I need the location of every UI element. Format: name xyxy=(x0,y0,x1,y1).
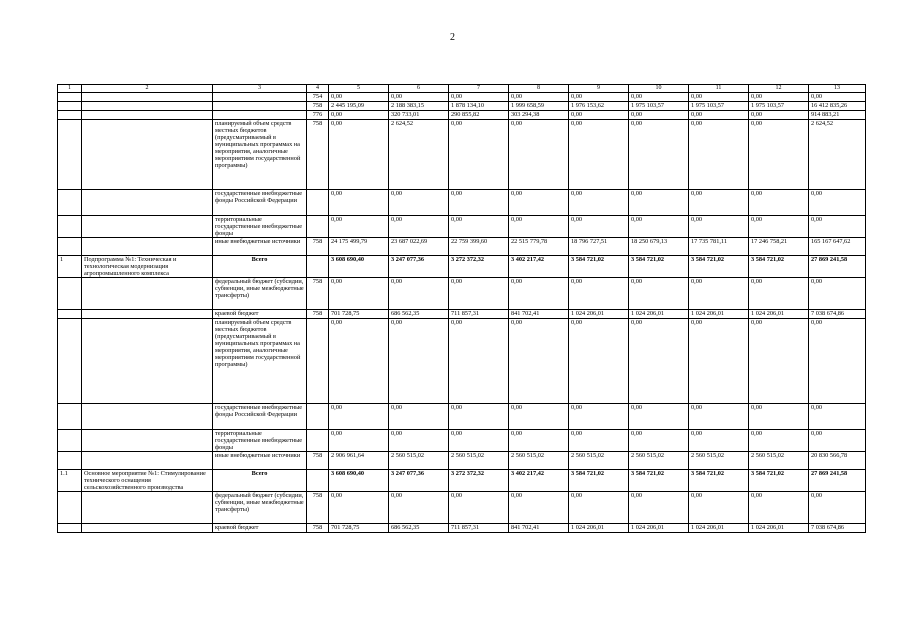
table-cell: 1 024 206,01 xyxy=(689,524,749,533)
table-cell: 758 xyxy=(307,119,329,189)
table-cell: 0,00 xyxy=(749,278,809,310)
table-cell xyxy=(58,404,82,430)
table-cell: 2 624,52 xyxy=(389,119,449,189)
table-cell: федеральный бюджет (субсидии, субвенции, иные межбюджетные трансферты) xyxy=(213,278,307,310)
table-cell: 758 xyxy=(307,237,329,255)
table-cell: 0,00 xyxy=(569,278,629,310)
table-cell xyxy=(82,237,213,255)
table-cell: 0,00 xyxy=(509,92,569,101)
budget-table xyxy=(57,84,866,533)
column-header: 1 xyxy=(58,85,82,93)
table-cell: 18 796 727,51 xyxy=(569,237,629,255)
table-cell: 0,00 xyxy=(449,404,509,430)
table-cell: 0,00 xyxy=(449,119,509,189)
table-cell: 758 xyxy=(307,452,329,470)
table-cell: 0,00 xyxy=(329,189,389,215)
table-row xyxy=(58,101,866,110)
table-cell: 0,00 xyxy=(749,215,809,237)
table-cell: 0,00 xyxy=(509,119,569,189)
table-cell: 165 167 647,62 xyxy=(809,237,866,255)
table-cell: 0,00 xyxy=(749,189,809,215)
table-cell: 2 560 515,02 xyxy=(449,452,509,470)
table-cell: 0,00 xyxy=(569,404,629,430)
table-cell: 0,00 xyxy=(689,319,749,404)
table-row xyxy=(58,92,866,101)
table-cell: 0,00 xyxy=(629,110,689,119)
table-cell: 0,00 xyxy=(809,215,866,237)
table-row xyxy=(58,110,866,119)
table-cell: 0,00 xyxy=(509,492,569,524)
table-cell: иные внебюджетные источники xyxy=(213,237,307,255)
table-cell xyxy=(58,310,82,319)
table-cell: 0,00 xyxy=(569,189,629,215)
table-cell xyxy=(307,255,329,277)
table-cell: 2 624,52 xyxy=(809,119,866,189)
table-cell: 0,00 xyxy=(809,404,866,430)
table-row xyxy=(58,430,866,452)
table-row xyxy=(58,492,866,524)
table-cell: 0,00 xyxy=(329,492,389,524)
table-cell: 3 247 077,36 xyxy=(389,470,449,492)
table-cell: 0,00 xyxy=(389,215,449,237)
table-cell: 303 294,38 xyxy=(509,110,569,119)
table-cell: 2 560 515,02 xyxy=(509,452,569,470)
table-cell xyxy=(58,430,82,452)
table-cell xyxy=(82,189,213,215)
table-cell: 0,00 xyxy=(689,492,749,524)
table-cell: 0,00 xyxy=(689,404,749,430)
table-cell: 0,00 xyxy=(809,430,866,452)
table-cell: 3 402 217,42 xyxy=(509,470,569,492)
table-cell: 758 xyxy=(307,492,329,524)
table-cell xyxy=(58,278,82,310)
table-cell: 758 xyxy=(307,310,329,319)
table-cell: иные внебюджетные источники xyxy=(213,452,307,470)
table-cell: 0,00 xyxy=(449,319,509,404)
table-cell: 0,00 xyxy=(389,278,449,310)
table-row xyxy=(58,524,866,533)
table-cell xyxy=(213,101,307,110)
table-cell: 0,00 xyxy=(569,92,629,101)
column-header: 13 xyxy=(809,85,866,93)
table-cell: 0,00 xyxy=(569,119,629,189)
table-cell: 27 869 241,58 xyxy=(809,255,866,277)
column-header: 11 xyxy=(689,85,749,93)
table-cell: 0,00 xyxy=(629,215,689,237)
column-header: 9 xyxy=(569,85,629,93)
table-cell: 841 702,41 xyxy=(509,310,569,319)
table-cell: государственные внебюджетные фонды Российской Федерации xyxy=(213,189,307,215)
header-row xyxy=(58,85,866,93)
table-cell: 2 188 383,15 xyxy=(389,101,449,110)
table-cell: 0,00 xyxy=(629,278,689,310)
table-cell: 0,00 xyxy=(449,92,509,101)
table-cell: 22 515 779,78 xyxy=(509,237,569,255)
table-cell: 3 584 721,02 xyxy=(629,470,689,492)
table-cell: 0,00 xyxy=(509,404,569,430)
table-cell: 3 272 372,32 xyxy=(449,470,509,492)
table-cell: 3 402 217,42 xyxy=(509,255,569,277)
table-cell: 7 038 674,86 xyxy=(809,524,866,533)
table-cell xyxy=(82,310,213,319)
table-cell: 2 560 515,02 xyxy=(629,452,689,470)
table-cell xyxy=(82,452,213,470)
column-header: 10 xyxy=(629,85,689,93)
table-cell: 20 830 566,78 xyxy=(809,452,866,470)
table-cell xyxy=(58,492,82,524)
table-cell: 1 024 206,01 xyxy=(629,524,689,533)
table-cell: 0,00 xyxy=(809,278,866,310)
table-cell xyxy=(307,215,329,237)
table-cell: 0,00 xyxy=(389,430,449,452)
table-cell xyxy=(58,237,82,255)
table-cell: 0,00 xyxy=(329,110,389,119)
table-cell: 758 xyxy=(307,524,329,533)
table-cell: 0,00 xyxy=(389,492,449,524)
table-cell: 0,00 xyxy=(809,319,866,404)
table-cell: 16 412 835,26 xyxy=(809,101,866,110)
table-cell xyxy=(82,524,213,533)
table-cell: федеральный бюджет (субсидии, субвенции, иные межбюджетные трансферты) xyxy=(213,492,307,524)
table-cell xyxy=(58,189,82,215)
table-cell xyxy=(307,404,329,430)
table-cell: 0,00 xyxy=(329,215,389,237)
table-cell: 0,00 xyxy=(509,319,569,404)
table-cell: 1 024 206,01 xyxy=(689,310,749,319)
table-cell xyxy=(82,92,213,101)
table-cell: 754 xyxy=(307,92,329,101)
table-cell xyxy=(58,101,82,110)
table-cell: 2 445 195,09 xyxy=(329,101,389,110)
table-cell: 914 883,21 xyxy=(809,110,866,119)
table-cell: 0,00 xyxy=(749,404,809,430)
table-row xyxy=(58,404,866,430)
table-cell: 0,00 xyxy=(329,119,389,189)
table-cell: 711 857,31 xyxy=(449,310,509,319)
table-cell: 0,00 xyxy=(749,319,809,404)
table-cell: 320 733,01 xyxy=(389,110,449,119)
table-cell: 0,00 xyxy=(329,278,389,310)
table-cell: 2 560 515,02 xyxy=(749,452,809,470)
table-cell: 0,00 xyxy=(749,430,809,452)
table-cell: 0,00 xyxy=(329,92,389,101)
table-cell: Подпрограмма №1: Техническая и технологическая модернизация агропромышленного комплекса xyxy=(82,255,213,277)
table-cell: Основное мероприятие №1: Стимулирование технического оснащения сельскохозяйственного производства xyxy=(82,470,213,492)
table-cell: 1 999 658,59 xyxy=(509,101,569,110)
table-cell: 0,00 xyxy=(449,215,509,237)
table-cell xyxy=(82,492,213,524)
table-cell: 0,00 xyxy=(689,92,749,101)
table-cell: 3 584 721,02 xyxy=(689,470,749,492)
column-header: 7 xyxy=(449,85,509,93)
table-cell: 1 024 206,01 xyxy=(569,524,629,533)
table-cell: 0,00 xyxy=(389,189,449,215)
column-header: 8 xyxy=(509,85,569,93)
table-cell: 701 728,75 xyxy=(329,524,389,533)
table-cell: 0,00 xyxy=(509,278,569,310)
table-cell: 17 246 758,21 xyxy=(749,237,809,255)
table-cell: 0,00 xyxy=(629,430,689,452)
table-cell xyxy=(58,524,82,533)
table-cell xyxy=(82,215,213,237)
table-cell: 0,00 xyxy=(629,119,689,189)
table-cell: 701 728,75 xyxy=(329,310,389,319)
table-cell: 841 702,41 xyxy=(509,524,569,533)
table-cell: 1 024 206,01 xyxy=(749,310,809,319)
table-cell: 1 976 153,62 xyxy=(569,101,629,110)
table-cell: 0,00 xyxy=(689,430,749,452)
table-cell xyxy=(82,110,213,119)
table-cell xyxy=(58,110,82,119)
column-header: 2 xyxy=(82,85,213,93)
table-cell: 1 024 206,01 xyxy=(749,524,809,533)
table-cell: 3 584 721,02 xyxy=(629,255,689,277)
column-header: 6 xyxy=(389,85,449,93)
table-cell: 0,00 xyxy=(689,189,749,215)
table-cell: 0,00 xyxy=(629,189,689,215)
table-cell: 7 038 674,86 xyxy=(809,310,866,319)
table-cell: 0,00 xyxy=(389,319,449,404)
table-cell: 0,00 xyxy=(509,189,569,215)
table-cell xyxy=(307,430,329,452)
table-cell: 0,00 xyxy=(629,404,689,430)
table-cell: 3 584 721,02 xyxy=(749,470,809,492)
table-cell: 1 024 206,01 xyxy=(629,310,689,319)
table-cell: 0,00 xyxy=(569,215,629,237)
table-cell: 3 584 721,02 xyxy=(569,255,629,277)
table-cell: планируемый объем средств местных бюджетов (предусматриваемый в муниципальных программах на мероприятия, аналогичные мероприятиям государственной программы) xyxy=(213,119,307,189)
table-cell: 2 560 515,02 xyxy=(389,452,449,470)
table-cell: 3 584 721,02 xyxy=(749,255,809,277)
table-cell: 2 560 515,02 xyxy=(569,452,629,470)
table-cell xyxy=(82,119,213,189)
table-cell: 0,00 xyxy=(329,404,389,430)
table-cell: 0,00 xyxy=(809,492,866,524)
table-row xyxy=(58,119,866,189)
column-header: 3 xyxy=(213,85,307,93)
page-number: 2 xyxy=(450,32,455,43)
table-cell xyxy=(307,319,329,404)
table-cell: 2 560 515,02 xyxy=(689,452,749,470)
table-row xyxy=(58,452,866,470)
table-cell: 1.1 xyxy=(58,470,82,492)
table-cell: Всего xyxy=(213,470,307,492)
column-header: 4 xyxy=(307,85,329,93)
table-cell xyxy=(307,470,329,492)
table-cell: 1 878 134,10 xyxy=(449,101,509,110)
table-cell: планируемый объем средств местных бюджетов (предусматриваемый в муниципальных программах на мероприятия, аналогичные мероприятиям государственной программы) xyxy=(213,319,307,404)
table-cell: 0,00 xyxy=(629,92,689,101)
table-cell: 0,00 xyxy=(449,430,509,452)
table-cell: 0,00 xyxy=(749,119,809,189)
table-cell: 0,00 xyxy=(689,110,749,119)
table-cell: 1 975 103,57 xyxy=(689,101,749,110)
table-cell: 0,00 xyxy=(809,92,866,101)
table-cell: 3 247 077,36 xyxy=(389,255,449,277)
table-row xyxy=(58,215,866,237)
table-cell: 0,00 xyxy=(689,215,749,237)
table-cell xyxy=(213,92,307,101)
table-cell: Всего xyxy=(213,255,307,277)
table-cell: 0,00 xyxy=(449,492,509,524)
table-cell: 0,00 xyxy=(569,430,629,452)
column-header: 12 xyxy=(749,85,809,93)
table-cell: 0,00 xyxy=(569,319,629,404)
table-cell: 0,00 xyxy=(509,430,569,452)
table-cell: 0,00 xyxy=(329,319,389,404)
table-cell: территориальные государственные внебюджетные фонды xyxy=(213,430,307,452)
table-cell: 0,00 xyxy=(389,92,449,101)
table-cell: 18 250 679,13 xyxy=(629,237,689,255)
table-row xyxy=(58,319,866,404)
table-cell xyxy=(82,278,213,310)
table-cell: 3 608 690,40 xyxy=(329,470,389,492)
table-cell: 1 975 103,57 xyxy=(749,101,809,110)
table-cell: 3 584 721,02 xyxy=(569,470,629,492)
table-cell xyxy=(82,404,213,430)
table-cell xyxy=(82,430,213,452)
table-cell xyxy=(82,319,213,404)
table-cell: 686 562,35 xyxy=(389,310,449,319)
table-cell: 1 024 206,01 xyxy=(569,310,629,319)
table-row xyxy=(58,470,866,492)
table-cell xyxy=(213,110,307,119)
table-row xyxy=(58,255,866,277)
table-cell: краевой бюджет xyxy=(213,310,307,319)
table-cell: 1 975 103,57 xyxy=(629,101,689,110)
table-cell: 2 906 961,64 xyxy=(329,452,389,470)
table-cell: 3 584 721,02 xyxy=(689,255,749,277)
table-cell: 23 687 022,69 xyxy=(389,237,449,255)
table-row xyxy=(58,189,866,215)
table-row xyxy=(58,310,866,319)
table-cell: 3 608 690,40 xyxy=(329,255,389,277)
table-cell: 0,00 xyxy=(689,278,749,310)
table-cell xyxy=(58,319,82,404)
table-cell xyxy=(58,452,82,470)
table-cell xyxy=(58,92,82,101)
table-cell: краевой бюджет xyxy=(213,524,307,533)
table-cell: 17 735 781,11 xyxy=(689,237,749,255)
table-cell xyxy=(82,101,213,110)
table-row xyxy=(58,278,866,310)
table-cell: 0,00 xyxy=(629,492,689,524)
table-cell: 0,00 xyxy=(749,110,809,119)
table-cell: 27 869 241,58 xyxy=(809,470,866,492)
table-cell: 0,00 xyxy=(449,278,509,310)
table-cell: 0,00 xyxy=(689,119,749,189)
table-cell: 24 175 499,79 xyxy=(329,237,389,255)
table-cell: 0,00 xyxy=(509,215,569,237)
table-cell: 758 xyxy=(307,278,329,310)
table-cell xyxy=(307,189,329,215)
table-cell: 0,00 xyxy=(449,189,509,215)
table-cell: 758 xyxy=(307,101,329,110)
table-cell xyxy=(58,119,82,189)
table-cell: 0,00 xyxy=(569,110,629,119)
table-cell: государственные внебюджетные фонды Российской Федерации xyxy=(213,404,307,430)
table-cell: 1 xyxy=(58,255,82,277)
table-cell: 0,00 xyxy=(749,492,809,524)
table-row xyxy=(58,237,866,255)
table-cell: 290 855,82 xyxy=(449,110,509,119)
table-cell xyxy=(58,215,82,237)
table-cell: 711 857,31 xyxy=(449,524,509,533)
table-cell: 0,00 xyxy=(329,430,389,452)
table-cell: 776 xyxy=(307,110,329,119)
table-cell: территориальные государственные внебюджетные фонды xyxy=(213,215,307,237)
column-header: 5 xyxy=(329,85,389,93)
table-cell: 3 272 372,32 xyxy=(449,255,509,277)
table-cell: 0,00 xyxy=(749,92,809,101)
table-cell: 0,00 xyxy=(629,319,689,404)
table-cell: 22 759 399,60 xyxy=(449,237,509,255)
table-cell: 0,00 xyxy=(569,492,629,524)
table-cell: 0,00 xyxy=(809,189,866,215)
table-cell: 0,00 xyxy=(389,404,449,430)
table-cell: 686 562,35 xyxy=(389,524,449,533)
